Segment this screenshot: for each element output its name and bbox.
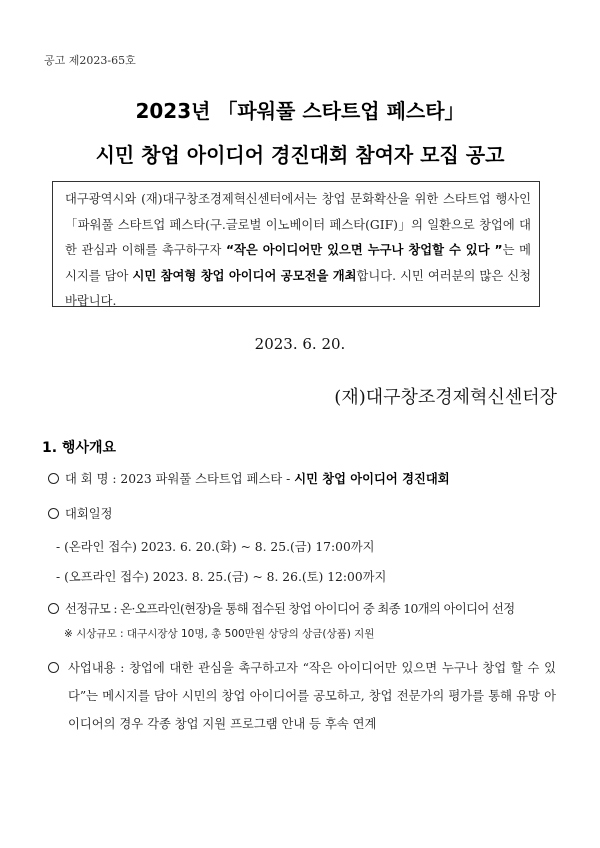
intro-text-2: 는 메시지를 담아 bbox=[65, 243, 531, 283]
intro-box bbox=[52, 181, 540, 307]
intro-text-1: 대구광역시와 (재)대구창조경제혁신센터에서는 창업 문화확산을 위한 스타트업 행사인 「파워풀 스타트업 페스타(구.글로벌 이노베이터 페스타(GIF)」의 일환으로 창업에 대한 관심과 이해를 촉구하구자 bbox=[65, 192, 531, 257]
organization-signature: (재)대구창조경제혁신센터장 bbox=[334, 387, 557, 408]
selection-item bbox=[48, 599, 560, 617]
schedule-label: 대회일정 bbox=[65, 507, 113, 521]
circle-bullet-icon bbox=[48, 473, 59, 484]
content-item bbox=[48, 654, 556, 738]
selection-text: 선정규모 : 온·오프라인(현장)을 통해 접수된 창업 아이디어 중 최종 10개의 아이디어 선정 bbox=[65, 602, 515, 616]
page-subtitle: 시민 창업 아이디어 경진대회 참여자 모집 공고 bbox=[95, 143, 505, 167]
circle-bullet-icon bbox=[48, 662, 59, 673]
schedule-offline: - (오프라인 접수) 2023. 8. 25.(금) ~ 8. 26.(토) 12:00까지 bbox=[56, 570, 387, 584]
schedule-item bbox=[48, 504, 560, 522]
award-note: ※ 시상규모 : 대구시장상 10명, 총 500만원 상당의 상금(상품) 지원 bbox=[64, 628, 375, 640]
content-text: 사업내용 : 창업에 대한 관심을 촉구하고자 “작은 아이디어만 있으면 누구나 창업 할 수 있다”는 메시지를 담아 시민의 창업 아이디어를 공모하고, 창업 전문가의 평가를 통해 유망 아이디어의 경우 각종 창업 지원 프로그램 안내 등 후속 연계 bbox=[68, 661, 556, 731]
event-name-label: 대 회 명 : 2023 파워풀 스타트업 페스타 - bbox=[65, 472, 295, 486]
circle-bullet-icon bbox=[48, 508, 59, 519]
event-name-value: 시민 창업 아이디어 경진대회 bbox=[294, 472, 450, 486]
page-title: 2023년 「파워풀 스타트업 페스타」 bbox=[135, 99, 465, 123]
event-name-item bbox=[48, 469, 560, 487]
notice-date: 2023. 6. 20. bbox=[254, 335, 346, 353]
section-heading: 1. 행사개요 bbox=[42, 440, 117, 456]
schedule-online: - (온라인 접수) 2023. 6. 20.(화) ~ 8. 25.(금) 17:00까지 bbox=[56, 540, 375, 554]
intro-highlight: 시민 참여형 창업 아이디어 공모전을 개최 bbox=[132, 268, 357, 283]
intro-slogan: “작은 아이디어만 있으면 누구나 창업할 수 있다 ” bbox=[225, 243, 503, 257]
intro-text-3: 합니다. 시민 여러분의 많은 신청 바랍니다. bbox=[65, 268, 531, 308]
circle-bullet-icon bbox=[48, 603, 59, 614]
notice-number: 공고 제2023-65호 bbox=[44, 54, 136, 67]
